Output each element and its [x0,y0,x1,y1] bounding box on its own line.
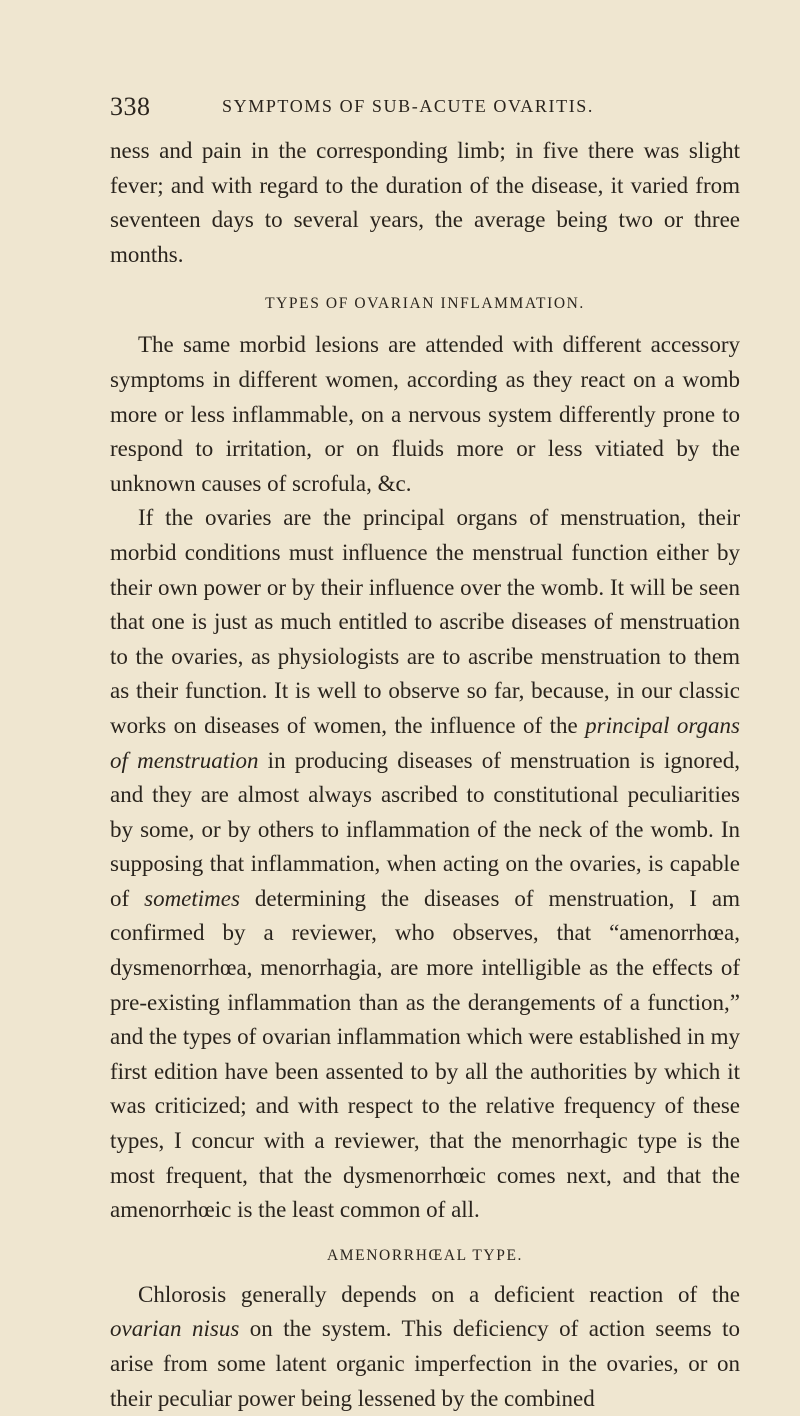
section-heading-amenorrhoeal: AMENORRHŒAL TYPE. [327,1246,523,1264]
paragraph-chlorosis [110,1278,740,1416]
section-heading-types: TYPES OF OVARIAN INFLAMMATION. [265,295,585,313]
running-head: SYMPTOMS OF SUB-ACUTE OVARITIS. [222,96,595,116]
paragraph-morbid-lesions: The same morbid lesions are attended with different accessory symptoms in different women, according as they react on a womb more or less inflammable, on a nervous system differently prone to respond to irritation, or on fluids more or less vitiated by the unknown causes of scrofula, &c. [110,332,740,496]
page-body [110,134,740,1416]
paragraph-continued: ness and pain in the corresponding limb; in five there was slight fever; and with regard to the duration of the disease, it varied from seventeen days to several years, the average being two or three months. [110,138,740,267]
page-header [110,82,740,122]
paragraph-ovaries-menstruation [110,501,740,1227]
text-run: determining the diseases of menstruation, I am confirmed by a reviewer, who observes, that “amenorrhœa, dysmenorrhœa, menorrhagia, are more intelligible as the effects of pre-existing inflammation than as the derangements of a function,” and the types of ovarian inflammation which were established in my first edition have been assented to by all the authorities by which it was criticized; and with respect to the relative frequency of these types, I concur with a reviewer, that the menorrhagic type is the most frequent, that the dysmenorrhœic comes next, and that the amenorrhœic is the least common of all. [110,885,740,1223]
italic-phrase: principal organs of menstruation [110,712,740,773]
text-run: on the system. This deficiency of action seems to arise from some latent organic imperfection in the ovaries, or on their peculiar power being lessened by the combined [110,1316,740,1411]
italic-phrase: ovarian nisus [110,1316,240,1342]
italic-phrase: sometimes [144,885,240,911]
text-run: If the ovaries are the principal organs of menstruation, their morbid conditions must influence the menstrual function either by their own power or by their influence over the womb. It will be seen that one is just as much entitled to ascribe diseases of menstruation to the ovaries, as physiologists are to ascribe menstruation to them as their function. It is well to observe so far, because, in our classic works on diseases of women, the influence of the [110,505,740,738]
page-number: 338 [110,92,151,121]
text-run: in producing diseases of menstruation is ignored, and they are almost always ascribed to constitutional peculiarities by some, or by others to inflammation of the neck of the womb. In supposing that inflammation, when acting on the ovaries, is capable of [110,747,740,911]
text-run: Chlorosis generally depends on a deficient reaction of the [138,1281,740,1307]
